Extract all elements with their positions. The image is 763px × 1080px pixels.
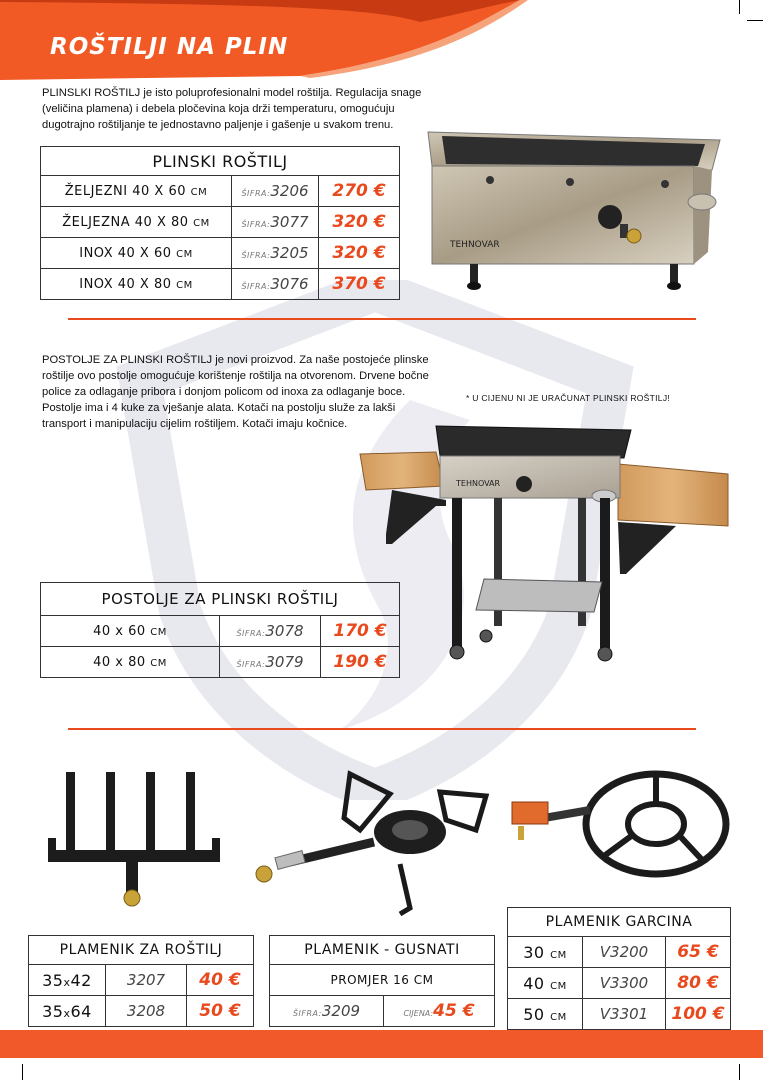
crop-mark-bottom bbox=[22, 1064, 23, 1080]
price: 170 € bbox=[321, 616, 400, 647]
grill-price-table bbox=[40, 146, 400, 300]
grill-burner-title: PLAMENIK ZA ROŠTILJ bbox=[29, 936, 254, 965]
stand-description-text: je novi proizvod. Za naše postojeće plinske roštilje ovo postolje omogućuje korištenje roštilja na otvorenom. Drvene bočne police za odlaganje pribora i donjom policom od inoxa za odlaganje boce. Postolje ima i 4 kuke za vješanje alata. Kotači na postolju služe za lakši transport i manipulaciju cijelim roštiljem. Kotači imaju kočnice. bbox=[42, 354, 429, 430]
table-row: 50 CM V3301 100 € bbox=[508, 999, 731, 1030]
stand-table-title: POSTOLJE ZA PLINSKI ROŠTILJ bbox=[41, 583, 400, 616]
brand-logo: TEHNOVAR bbox=[450, 240, 500, 250]
price: 320 € bbox=[319, 238, 400, 269]
grill-stand-image bbox=[356, 414, 734, 670]
price: 65 € bbox=[666, 937, 731, 968]
dense-burner-title: PLAMENIK - GUSNATI bbox=[270, 936, 495, 965]
price: 80 € bbox=[666, 968, 731, 999]
gas-grill-image bbox=[420, 122, 725, 294]
section-divider bbox=[68, 728, 696, 730]
dense-burner-diameter: PROMJER 16 CM bbox=[270, 965, 495, 996]
grill-burner-image bbox=[44, 768, 224, 913]
page-title: ROŠTILJI NA PLIN bbox=[50, 34, 289, 60]
price: 320 € bbox=[319, 207, 400, 238]
grill-description bbox=[42, 85, 442, 133]
section-divider bbox=[68, 318, 696, 320]
brand-logo: TEHNOVAR bbox=[456, 479, 501, 488]
stand-note: * U CIJENU NI JE URAČUNAT PLINSKI ROŠTILJ! bbox=[466, 393, 671, 403]
crop-mark-bottom bbox=[739, 1064, 740, 1080]
price: 50 € bbox=[187, 996, 254, 1027]
table-row: ŽELJEZNA 40 X 80 CM ŠIFRA:3077 320 € bbox=[41, 207, 400, 238]
price: 370 € bbox=[319, 269, 400, 300]
footer-band bbox=[0, 1030, 763, 1058]
garcina-burner-title: PLAMENIK GARCINA bbox=[508, 908, 731, 937]
table-row: INOX 40 X 80 CM ŠIFRA:3076 370 € bbox=[41, 269, 400, 300]
price: 100 € bbox=[666, 999, 731, 1030]
price: 190 € bbox=[321, 647, 400, 678]
dense-burner-image bbox=[250, 768, 490, 916]
table-row: ŠIFRA:3209 CIJENA:45 € bbox=[270, 996, 495, 1027]
dense-burner-price-table bbox=[269, 935, 495, 1027]
table-row: ŽELJEZNI 40 X 60 CM ŠIFRA:3206 270 € bbox=[41, 176, 400, 207]
table-row: 40 CM V3300 80 € bbox=[508, 968, 731, 999]
table-row: 40 x 60 CM ŠIFRA:3078 170 € bbox=[41, 616, 400, 647]
table-row: 35x42 3207 40 € bbox=[29, 965, 254, 996]
price: 40 € bbox=[187, 965, 254, 996]
grill-burner-price-table bbox=[28, 935, 254, 1027]
grill-table-title: PLINSKI ROŠTILJ bbox=[41, 147, 400, 176]
grill-description-text: PLINSLKI ROŠTILJ je isto poluprofesionalni model roštilja. Regulacija snage (veličina plamena) i debela pločevina koja drži temperaturu, omogućuju dugotrajno roštiljanje te jednostavno paljenje i gašenje u svakom trenu. bbox=[42, 87, 422, 131]
stand-description-lead: POSTOLJE ZA PLINSKI ROŠTILJ bbox=[42, 354, 213, 366]
table-row: INOX 40 X 60 CM ŠIFRA:3205 320 € bbox=[41, 238, 400, 269]
stand-price-table bbox=[40, 582, 400, 678]
table-row: 40 x 80 CM ŠIFRA:3079 190 € bbox=[41, 647, 400, 678]
garcina-burner-price-table bbox=[507, 907, 731, 1030]
price: 270 € bbox=[319, 176, 400, 207]
garcina-burner-image bbox=[504, 756, 734, 886]
table-row: 30 CM V3200 65 € bbox=[508, 937, 731, 968]
price: 45 € bbox=[433, 1001, 475, 1021]
table-row: 35x64 3208 50 € bbox=[29, 996, 254, 1027]
